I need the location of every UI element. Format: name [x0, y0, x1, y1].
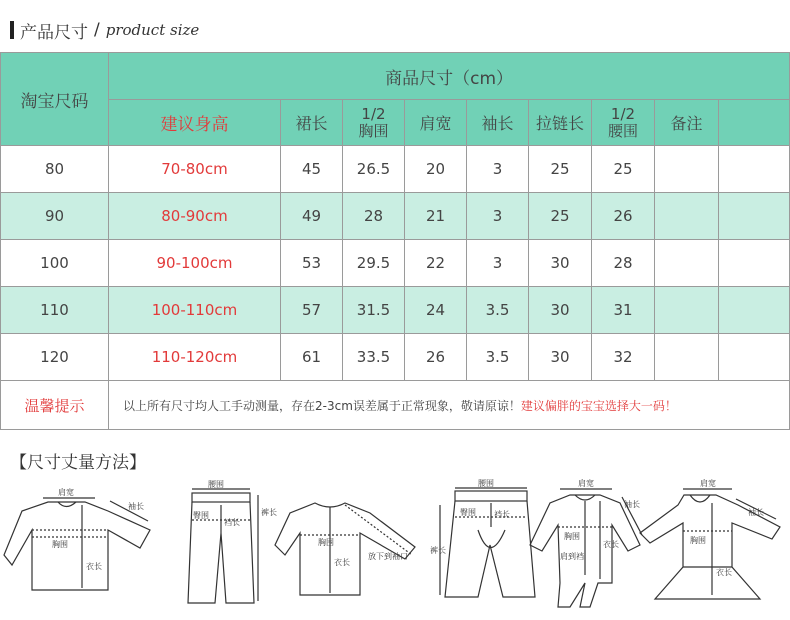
- cell-chest: 33.5: [343, 334, 405, 381]
- cell-sleeve: 3.5: [467, 334, 529, 381]
- cell-sleeve: 3: [467, 146, 529, 193]
- cell-sleeve: 3: [467, 240, 529, 287]
- romper-sleeve-label: 袖长: [624, 500, 640, 509]
- tip-row: [1, 381, 790, 430]
- cell-sleeve: 3: [467, 193, 529, 240]
- shirt-figure: [4, 498, 150, 590]
- cell-shoulder: 20: [405, 146, 467, 193]
- cell-height: 70-80cm: [109, 146, 281, 193]
- cell-note: [655, 146, 719, 193]
- cell-size: 90: [1, 193, 109, 240]
- raglan-chest-label: 胸围: [318, 538, 334, 547]
- table-row: [1, 193, 790, 240]
- cell-waist: 25: [592, 146, 655, 193]
- header-bar: [10, 21, 14, 39]
- shorts-waist-label: 腰围: [478, 479, 494, 488]
- col-height: 建议身高: [109, 100, 281, 146]
- cell-empty: [719, 334, 790, 381]
- header-slash: /: [94, 20, 100, 40]
- col-taobao-size: 淘宝尺码: [1, 53, 109, 146]
- shirt-shoulder-label: 肩宽: [58, 488, 74, 497]
- shorts-hip-label: 臀围: [460, 508, 476, 517]
- cell-length: 45: [281, 146, 343, 193]
- raglan-figure: [275, 503, 415, 595]
- cell-height: 100-110cm: [109, 287, 281, 334]
- cell-height: 80-90cm: [109, 193, 281, 240]
- cell-size: 120: [1, 334, 109, 381]
- header-title-cn: 产品尺寸: [20, 22, 88, 43]
- cell-height: 110-120cm: [109, 334, 281, 381]
- shorts-length-label: 裤长: [430, 546, 446, 555]
- cell-note: [655, 240, 719, 287]
- romper-chest-label: 胸围: [564, 532, 580, 541]
- cell-zipper: 25: [529, 193, 592, 240]
- cell-shoulder: 21: [405, 193, 467, 240]
- cell-length: 49: [281, 193, 343, 240]
- shirt-chest-label: 胸围: [52, 540, 68, 549]
- pants-hip-label: 臀围: [193, 511, 209, 520]
- section-header: [10, 18, 199, 42]
- cell-zipper: 25: [529, 146, 592, 193]
- col-zipper: 拉链长: [529, 100, 592, 146]
- cell-zipper: 30: [529, 334, 592, 381]
- cell-waist: 31: [592, 287, 655, 334]
- cell-empty: [719, 240, 790, 287]
- cell-empty: [719, 287, 790, 334]
- raglan-sleeve-label: 放下到袖口: [368, 552, 408, 561]
- cell-waist: 28: [592, 240, 655, 287]
- shorts-figure: [440, 488, 535, 597]
- dress-figure: [640, 489, 780, 599]
- tip-text-red: 建议偏胖的宝宝选择大一码！: [520, 398, 677, 413]
- tip-label: 温馨提示: [1, 381, 109, 430]
- method-title: 【尺寸丈量方法】: [10, 453, 146, 473]
- measurement-figures: [0, 475, 790, 615]
- cell-note: [655, 287, 719, 334]
- cell-empty: [719, 146, 790, 193]
- cell-size: 80: [1, 146, 109, 193]
- col-waist-half: 1/2: [610, 104, 636, 123]
- cell-waist: 26: [592, 193, 655, 240]
- cell-shoulder: 24: [405, 287, 467, 334]
- col-shoulder: 肩宽: [405, 100, 467, 146]
- cell-chest: 26.5: [343, 146, 405, 193]
- header-title-en: product size: [105, 21, 200, 39]
- dress-sleeve-label: 袖长: [748, 508, 764, 517]
- size-table: [0, 52, 790, 430]
- pants-waist-label: 腰围: [208, 480, 224, 489]
- romper-shoulder-label: 肩宽: [578, 479, 594, 488]
- cell-waist: 32: [592, 334, 655, 381]
- col-waist: [592, 100, 655, 146]
- col-sleeve: 袖长: [467, 100, 529, 146]
- table-row: [1, 334, 790, 381]
- col-note: 备注: [655, 100, 719, 146]
- cell-chest: 31.5: [343, 287, 405, 334]
- col-length: 裙长: [281, 100, 343, 146]
- cell-length: 53: [281, 240, 343, 287]
- cell-empty: [719, 193, 790, 240]
- shorts-rise-label: 裆长: [494, 510, 510, 519]
- cell-height: 90-100cm: [109, 240, 281, 287]
- dress-length-label: 衣长: [716, 568, 732, 577]
- col-chest: [343, 100, 405, 146]
- table-row: [1, 287, 790, 334]
- cell-note: [655, 193, 719, 240]
- cell-length: 57: [281, 287, 343, 334]
- tip-text: 以上所有尺寸均人工手动测量，存在2-3cm误差属于正常现象，敬请原谅！: [123, 398, 521, 413]
- col-chest-label: 胸围: [358, 121, 389, 140]
- shirt-length-label: 衣长: [86, 562, 102, 571]
- raglan-length-label: 衣长: [334, 558, 350, 567]
- col-chest-half: 1/2: [361, 104, 386, 123]
- pants-rise-label: 裆长: [224, 518, 240, 527]
- pants-length-label: 裤长: [261, 508, 277, 517]
- cell-chest: 29.5: [343, 240, 405, 287]
- cell-size: 110: [1, 287, 109, 334]
- cell-length: 61: [281, 334, 343, 381]
- cell-size: 100: [1, 240, 109, 287]
- shirt-sleeve-label: 袖长: [128, 502, 144, 511]
- figures-svg: [0, 475, 790, 615]
- cell-note: [655, 334, 719, 381]
- table-row: [1, 146, 790, 193]
- cell-shoulder: 26: [405, 334, 467, 381]
- cell-shoulder: 22: [405, 240, 467, 287]
- dress-shoulder-label: 肩宽: [700, 479, 716, 488]
- cell-sleeve: 3.5: [467, 287, 529, 334]
- pants-figure: [188, 489, 258, 603]
- cell-zipper: 30: [529, 287, 592, 334]
- romper-length-label: 衣长: [603, 540, 619, 549]
- group-header: 商品尺寸（cm）: [109, 53, 790, 100]
- cell-zipper: 30: [529, 240, 592, 287]
- table-row: [1, 240, 790, 287]
- dress-chest-label: 胸围: [690, 536, 706, 545]
- cell-chest: 28: [343, 193, 405, 240]
- romper-zip-label: 肩到裆: [560, 552, 584, 561]
- col-waist-label: 腰围: [607, 121, 638, 140]
- col-empty: [719, 100, 790, 146]
- tip-text-cell: [109, 381, 790, 430]
